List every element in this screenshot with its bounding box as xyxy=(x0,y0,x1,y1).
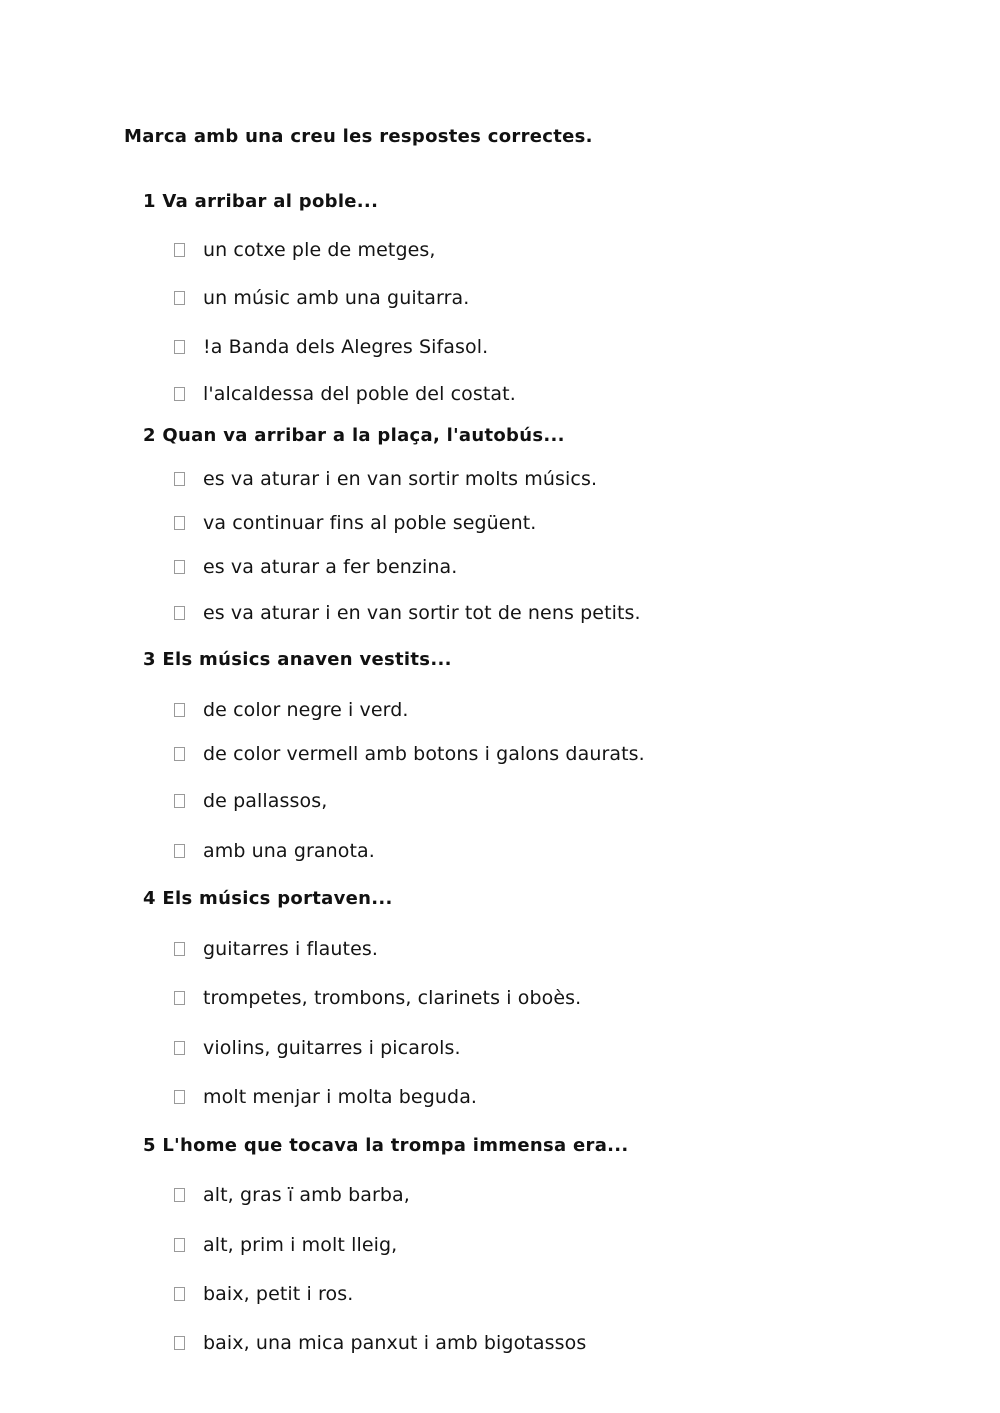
option-label: es va aturar a fer benzina. xyxy=(203,556,458,578)
option-label: alt, gras ï amb barba, xyxy=(203,1184,410,1206)
option-label: molt menjar i molta beguda. xyxy=(203,1086,478,1108)
question-3-option-3[interactable] xyxy=(172,789,327,813)
checkbox[interactable] xyxy=(174,340,185,354)
option-label: alt, prim i molt lleig, xyxy=(203,1234,398,1256)
checkbox[interactable] xyxy=(174,703,185,717)
option-label: un cotxe ple de metges, xyxy=(203,239,436,261)
question-5-option-4[interactable] xyxy=(172,1331,586,1355)
checkbox[interactable] xyxy=(174,606,185,620)
checkbox[interactable] xyxy=(174,1238,185,1252)
question-4-title: 4 Els músics portaven... xyxy=(143,888,393,909)
checkbox[interactable] xyxy=(174,243,185,257)
option-label: baix, una mica panxut i amb bigotassos xyxy=(203,1332,587,1354)
checkbox[interactable] xyxy=(174,1336,185,1350)
checkbox[interactable] xyxy=(174,942,185,956)
option-label: baix, petit i ros. xyxy=(203,1283,354,1305)
question-1-option-4[interactable] xyxy=(172,382,516,406)
question-5-option-1[interactable] xyxy=(172,1183,410,1207)
checkbox[interactable] xyxy=(174,747,185,761)
option-label: es va aturar i en van sortir tot de nens petits. xyxy=(203,602,641,624)
checkbox[interactable] xyxy=(174,1287,185,1301)
question-4-option-3[interactable] xyxy=(172,1036,461,1060)
question-2-option-1[interactable] xyxy=(172,467,597,491)
question-2-option-3[interactable] xyxy=(172,555,457,579)
option-label: l'alcaldessa del poble del costat. xyxy=(203,383,516,405)
option-label: de color vermell amb botons i galons daurats. xyxy=(203,743,645,765)
option-label: !a Banda dels Alegres Sifasol. xyxy=(203,336,489,358)
question-3-option-1[interactable] xyxy=(172,698,409,722)
question-1-option-3[interactable] xyxy=(172,335,488,359)
checkbox[interactable] xyxy=(174,1188,185,1202)
question-1-option-1[interactable] xyxy=(172,238,436,262)
question-2-option-2[interactable] xyxy=(172,511,536,535)
checkbox[interactable] xyxy=(174,560,185,574)
option-label: un músic amb una guitarra. xyxy=(203,287,470,309)
question-5-option-3[interactable] xyxy=(172,1282,353,1306)
option-label: va continuar fins al poble següent. xyxy=(203,512,537,534)
question-2-option-4[interactable] xyxy=(172,601,641,625)
checkbox[interactable] xyxy=(174,1041,185,1055)
question-3-option-4[interactable] xyxy=(172,839,375,863)
checkbox[interactable] xyxy=(174,991,185,1005)
option-label: amb una granota. xyxy=(203,840,375,862)
checkbox[interactable] xyxy=(174,844,185,858)
question-4-option-2[interactable] xyxy=(172,986,581,1010)
checkbox[interactable] xyxy=(174,291,185,305)
option-label: violins, guitarres i picarols. xyxy=(203,1037,461,1059)
question-3-option-2[interactable] xyxy=(172,742,645,766)
option-label: de pallassos, xyxy=(203,790,328,812)
checkbox[interactable] xyxy=(174,794,185,808)
option-label: guitarres i flautes. xyxy=(203,938,379,960)
question-4-option-4[interactable] xyxy=(172,1085,477,1109)
question-1-option-2[interactable] xyxy=(172,286,469,310)
question-2-title: 2 Quan va arribar a la plaça, l'autobús... xyxy=(143,425,565,446)
checkbox[interactable] xyxy=(174,516,185,530)
question-4-option-1[interactable] xyxy=(172,937,378,961)
checkbox[interactable] xyxy=(174,1090,185,1104)
question-3-title: 3 Els músics anaven vestits... xyxy=(143,649,452,670)
question-5-title: 5 L'home que tocava la trompa immensa era... xyxy=(143,1135,629,1156)
question-5-option-2[interactable] xyxy=(172,1233,397,1257)
checkbox[interactable] xyxy=(174,387,185,401)
option-label: trompetes, trombons, clarinets i oboès. xyxy=(203,987,582,1009)
checkbox[interactable] xyxy=(174,472,185,486)
option-label: es va aturar i en van sortir molts músics. xyxy=(203,468,598,490)
question-1-title: 1 Va arribar al poble... xyxy=(143,191,379,212)
instruction-text: Marca amb una creu les respostes correctes. xyxy=(124,126,593,147)
option-label: de color negre i verd. xyxy=(203,699,409,721)
